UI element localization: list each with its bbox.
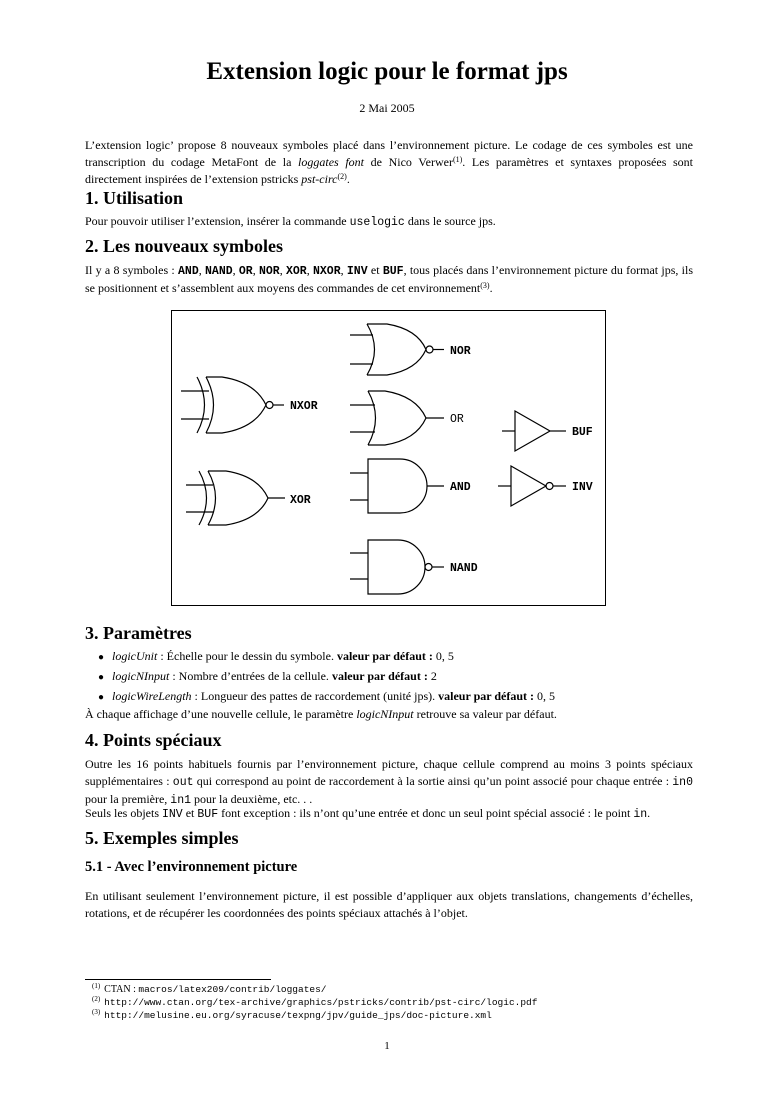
inv-label: INV <box>572 481 593 494</box>
symbol-name: OR <box>238 265 253 278</box>
or-label: OR <box>450 413 464 426</box>
utilisation-paragraph <box>85 213 693 231</box>
buf-label: BUF <box>572 426 593 439</box>
page-number: 1 <box>384 1040 390 1052</box>
bullet-icon: ● <box>98 652 105 663</box>
param-default-label: valeur par défaut : <box>331 669 428 683</box>
body-text: et <box>182 806 198 820</box>
body-text: Seuls les objets <box>85 806 162 820</box>
document-title: Extension logic pour le format jps <box>206 58 568 85</box>
footnote <box>92 983 537 996</box>
logic-gates-figure <box>171 310 606 606</box>
code-out: out <box>172 776 194 789</box>
body-text: font exception : ils n’ont qu’une entrée et donc un seul point spécial associé : le point <box>218 806 634 820</box>
list-item <box>98 687 698 707</box>
section-heading-utilisation: 1. Utilisation <box>85 188 184 208</box>
nand-gate-icon <box>350 540 444 594</box>
or-gate-icon <box>350 391 444 445</box>
separator: , <box>198 263 206 277</box>
body-text: . <box>647 806 651 820</box>
param-default: 0, 5 <box>534 689 556 703</box>
nand-label: NAND <box>450 562 478 575</box>
footnote-link[interactable]: http://www.ctan.org/tex-archive/graphics/pstricks/contrib/pst-circ/logic.pdf <box>104 997 538 1008</box>
param-name: logicNInput <box>356 707 414 721</box>
footnotes <box>92 983 537 1022</box>
nxor-gate-icon <box>181 377 284 433</box>
separator: , <box>252 263 259 277</box>
body-text: pour la deuxième, etc. . . <box>191 792 313 806</box>
points-paragraph-2 <box>85 805 693 823</box>
intro-text: . Les paramètres et syntaxes proposées sont directement inspirées de l’extension pstricks <box>85 155 693 186</box>
code-uselogic: uselogic <box>349 216 405 229</box>
footnote <box>92 1009 537 1022</box>
nor-label: NOR <box>450 345 471 358</box>
footnote-prefix: CTAN : <box>104 984 139 995</box>
inv-gate-icon <box>498 466 566 506</box>
nor-gate-icon <box>350 324 444 375</box>
param-name: logicNInput <box>112 669 170 683</box>
symboles-paragraph <box>85 262 693 297</box>
points-paragraph-1 <box>85 756 693 809</box>
xor-label: XOR <box>290 494 311 507</box>
body-text: . <box>489 281 493 295</box>
document-date: 2 Mai 2005 <box>359 101 415 115</box>
body-text: pour la première, <box>85 792 171 806</box>
param-default-label: valeur par défaut : <box>438 689 535 703</box>
code-buf: BUF <box>197 808 219 821</box>
param-desc: : Échelle pour le dessin du symbole. <box>157 649 337 663</box>
code-in0: in0 <box>672 776 693 789</box>
xor-gate-icon <box>186 471 285 525</box>
symbol-name: AND <box>178 265 199 278</box>
logic-gates-diagram <box>172 311 605 605</box>
body-text: Pour pouvoir utiliser l’extension, insérer la commande <box>85 214 350 228</box>
symbol-name: NXOR <box>313 265 341 278</box>
buf-gate-icon <box>502 411 566 451</box>
body-text: À chaque affichage d’une nouvelle cellule, le paramètre <box>85 707 357 721</box>
intro-emphasis-loggates: loggates font <box>298 155 364 169</box>
separator: , <box>340 263 347 277</box>
and-gate-icon <box>350 459 444 513</box>
param-desc: : Longueur des pattes de raccordement (unité jps). <box>191 689 439 703</box>
bullet-icon: ● <box>98 692 105 703</box>
list-item <box>98 667 698 687</box>
param-name: logicUnit <box>112 649 158 663</box>
param-default: 0, 5 <box>432 649 454 663</box>
footnote-ref[interactable]: (2) <box>337 172 347 181</box>
symbol-name: INV <box>346 265 368 278</box>
nxor-label: NXOR <box>290 400 318 413</box>
section-heading-exemples: 5. Exemples simples <box>85 828 239 848</box>
body-text: , tous placés dans l’environnement picture du format jps, ils se positionnent et s’assemblent aux moyens des commandes de cet environnement <box>85 263 694 295</box>
footnote-link[interactable]: macros/latex209/contrib/loggates/ <box>138 984 327 995</box>
param-default-label: valeur par défaut : <box>336 649 433 663</box>
code-in1: in1 <box>170 794 192 807</box>
section-heading-symboles: 2. Les nouveaux symboles <box>85 236 284 256</box>
parameters-list <box>98 647 698 707</box>
section-heading-points: 4. Points spéciaux <box>85 730 222 750</box>
intro-emphasis-pstcirc: pst-circ <box>301 172 338 186</box>
symbol-name: BUF <box>382 265 404 278</box>
body-text: Outre les 16 points habituels fournis par l’environnement picture, chaque cellule comprend au moins 3 points spéciaux supplémentaires : <box>85 757 693 788</box>
body-text: retrouve sa valeur par défaut. <box>413 707 557 721</box>
code-in: in <box>633 808 648 821</box>
param-default: 2 <box>427 669 437 683</box>
symbol-name: XOR <box>286 265 307 278</box>
code-inv: INV <box>162 808 183 821</box>
intro-text: . <box>346 172 350 186</box>
intro-text: de Nico Verwer <box>364 155 453 169</box>
footnote-mark: (1) <box>92 982 101 990</box>
footnote-divider <box>85 979 271 980</box>
parametres-note <box>85 706 693 723</box>
bullet-icon: ● <box>98 672 105 683</box>
subsection-heading-picture: 5.1 - Avec l’environnement picture <box>85 859 298 875</box>
footnote <box>92 996 537 1009</box>
body-text: Il y a 8 symboles : <box>85 263 179 277</box>
footnote-mark: (2) <box>92 995 101 1003</box>
symbol-name: NAND <box>205 265 233 278</box>
separator: , <box>279 263 286 277</box>
intro-paragraph <box>85 137 693 188</box>
body-text: qui correspond au point de raccordement à la sortie ainsi qu’un point associé pour chaque entrée : <box>193 774 673 788</box>
footnote-link[interactable]: http://melusine.eu.org/syracuse/texpng/jpv/guide_jps/doc-picture.xml <box>104 1010 492 1021</box>
separator: et <box>367 263 383 277</box>
footnote-ref[interactable]: (1) <box>452 155 463 164</box>
param-name: logicWireLength <box>112 689 192 703</box>
param-desc: : Nombre d’entrées de la cellule. <box>169 669 332 683</box>
and-label: AND <box>450 481 471 494</box>
exemples-paragraph: En utilisant seulement l’environnement picture, il est possible d’appliquer aux objets translations, changements d’échelles, rotations, et de récupérer les coordonnées des points spéciaux attachés à l’objet. <box>85 889 693 920</box>
list-item <box>98 647 698 667</box>
separator: , <box>232 263 239 277</box>
footnote-ref[interactable]: (3) <box>480 281 490 290</box>
footnote-mark: (3) <box>92 1008 101 1016</box>
symbol-name: NOR <box>259 265 280 278</box>
intro-text: L’extension logic’ propose 8 nouveaux symboles placé dans l’environnement picture. Le codage de ces symboles est une transcription du codage MetaFont de la <box>85 138 693 169</box>
section-heading-parametres: 3. Paramètres <box>85 623 192 643</box>
body-text: dans le source jps. <box>404 214 496 228</box>
separator: , <box>306 263 313 277</box>
